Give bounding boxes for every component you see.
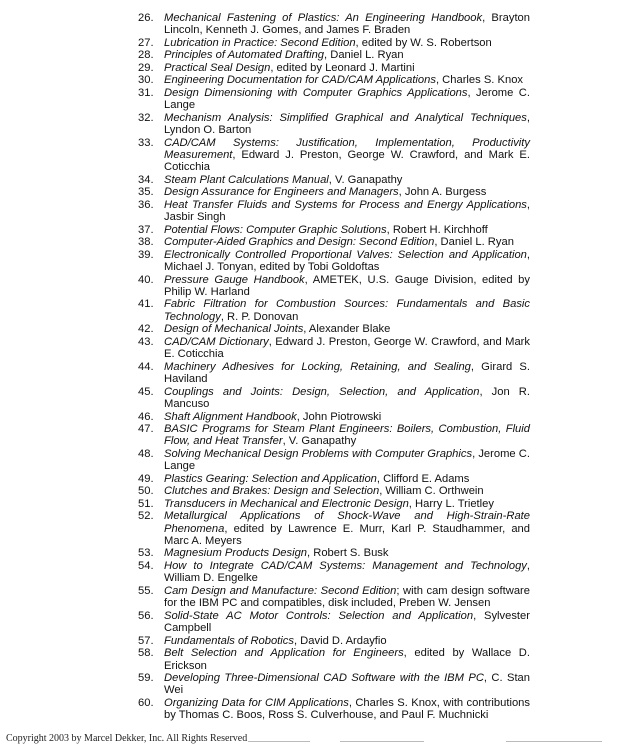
series-entry bbox=[0, 386, 638, 411]
entry-number: 39. bbox=[138, 248, 154, 261]
series-entry bbox=[0, 49, 638, 61]
entry-number: 53. bbox=[138, 547, 154, 560]
entry-number: 41. bbox=[138, 298, 154, 311]
entry-number: 46. bbox=[138, 410, 154, 423]
series-entry bbox=[0, 112, 638, 137]
entry-title: Computer-Aided Graphics and Design: Second Edition bbox=[164, 236, 435, 249]
entry-number: 29. bbox=[138, 61, 154, 74]
entry-title: Solid-State AC Motor Controls: Selection and Application bbox=[164, 609, 474, 622]
entry-authors: , Jon R. Mancuso bbox=[164, 385, 530, 411]
entry-title: Couplings and Joints: Design, Selection, and Application bbox=[164, 385, 480, 398]
entry-number: 37. bbox=[138, 223, 154, 236]
scan-artifact-line bbox=[248, 741, 310, 742]
entry-title: Steam Plant Calculations Manual bbox=[164, 173, 329, 186]
entry-authors: , John A. Burgess bbox=[398, 186, 487, 199]
entry-number: 49. bbox=[138, 472, 154, 485]
series-entry bbox=[0, 411, 638, 423]
entry-title: Design Dimensioning with Computer Graphics Applications bbox=[164, 86, 468, 99]
series-entry bbox=[0, 323, 638, 335]
series-entry bbox=[0, 635, 638, 647]
entry-title: Machinery Adhesives for Locking, Retaining, and Sealing bbox=[164, 360, 471, 373]
entry-authors: , C. Stan Wei bbox=[164, 672, 531, 697]
scan-artifact-line bbox=[506, 741, 602, 742]
entry-number: 60. bbox=[138, 696, 154, 709]
series-entry bbox=[0, 87, 638, 112]
entry-title: Practical Seal Design bbox=[164, 61, 271, 74]
entry-title: Plastics Gearing: Selection and Application bbox=[164, 472, 377, 485]
entry-authors: , R. P. Donovan bbox=[220, 310, 299, 323]
entry-number: 45. bbox=[138, 385, 154, 398]
entry-number: 57. bbox=[138, 634, 154, 647]
entry-number: 26. bbox=[138, 12, 154, 24]
entry-title: Electronically Controlled Proportional Valves: Selection and Application bbox=[164, 248, 527, 261]
entry-number: 52. bbox=[138, 510, 154, 523]
entry-authors: , Harry L. Trietley bbox=[408, 497, 494, 510]
entry-authors: , edited by Leonard J. Martini bbox=[270, 61, 415, 74]
series-entry bbox=[0, 224, 638, 236]
entry-authors: ; with cam design software for the IBM PC and compatibles, disk included, Preben W. Jensen bbox=[164, 584, 530, 610]
entry-number: 33. bbox=[138, 136, 154, 149]
series-entry bbox=[0, 585, 638, 610]
entry-authors: , Daniel L. Ryan bbox=[324, 49, 404, 62]
series-entry bbox=[0, 547, 638, 559]
series-entry bbox=[0, 672, 638, 697]
entry-number: 36. bbox=[138, 198, 154, 211]
entry-number: 38. bbox=[138, 236, 154, 249]
series-entry bbox=[0, 137, 638, 174]
entry-title: Belt Selection and Application for Engineers bbox=[164, 647, 404, 660]
series-entry bbox=[0, 361, 638, 386]
entry-authors: , V. Ganapathy bbox=[328, 173, 403, 186]
series-entry bbox=[0, 336, 638, 361]
series-entry bbox=[0, 448, 638, 473]
entry-title: Engineering Documentation for CAD/CAM Applications bbox=[164, 74, 436, 87]
entry-title: Potential Flows: Computer Graphic Solutions bbox=[164, 223, 387, 236]
entry-number: 51. bbox=[138, 497, 154, 510]
entry-number: 47. bbox=[138, 422, 154, 435]
entry-authors: , edited by Wallace D. Erickson bbox=[164, 647, 530, 672]
series-entry bbox=[0, 647, 638, 672]
entry-authors: , Girard S. Haviland bbox=[164, 360, 531, 386]
entry-number: 56. bbox=[138, 609, 154, 622]
series-entry bbox=[0, 12, 638, 37]
entry-authors: , V. Ganapathy bbox=[282, 435, 357, 448]
entry-authors: , Daniel L. Ryan bbox=[434, 236, 514, 249]
entry-number: 42. bbox=[138, 323, 154, 336]
entry-title: Magnesium Products Design bbox=[164, 547, 308, 560]
series-entry bbox=[0, 249, 638, 274]
entry-authors: , Robert S. Busk bbox=[307, 547, 389, 560]
series-entry bbox=[0, 510, 638, 547]
series-entry bbox=[0, 174, 638, 186]
entry-title: Lubrication in Practice: Second Edition bbox=[164, 36, 356, 49]
entry-authors: , Brayton Lincoln, Kenneth J. Gomes, and James F. Braden bbox=[164, 12, 530, 37]
entry-title: Clutches and Brakes: Design and Selection bbox=[164, 485, 380, 498]
series-entry bbox=[0, 236, 638, 248]
entry-authors: , Charles S. Knox bbox=[435, 74, 524, 87]
entry-number: 30. bbox=[138, 74, 154, 87]
entry-title: Pressure Gauge Handbook bbox=[164, 273, 305, 286]
series-entry bbox=[0, 423, 638, 448]
entry-title: Fabric Filtration for Combustion Sources: Fundamentals and Basic Technology bbox=[164, 298, 530, 323]
entry-authors: , Jerome C. Lange bbox=[164, 447, 530, 473]
series-entry bbox=[0, 473, 638, 485]
entry-title: Heat Transfer Fluids and Systems for Process and Energy Applications bbox=[164, 198, 527, 211]
series-entry bbox=[0, 560, 638, 585]
entry-title: Mechanism Analysis: Simplified Graphical and Analytical Techniques bbox=[164, 111, 527, 124]
series-entry bbox=[0, 697, 638, 722]
entry-authors: , Robert H. Kirchhoff bbox=[386, 223, 488, 236]
entry-title: Solving Mechanical Design Problems with Computer Graphics bbox=[164, 447, 473, 460]
entry-authors: , David D. Ardayfio bbox=[293, 634, 387, 647]
entry-authors: , Jerome C. Lange bbox=[164, 86, 530, 112]
entry-number: 31. bbox=[138, 86, 154, 99]
entry-number: 43. bbox=[138, 335, 154, 348]
entry-authors: , Michael J. Tonyan, edited by Tobi Goldoftas bbox=[164, 248, 530, 274]
entry-title: Fundamentals of Robotics bbox=[164, 634, 294, 647]
entry-number: 32. bbox=[138, 111, 154, 124]
entry-authors: , William C. Orthwein bbox=[379, 485, 484, 498]
entry-title: Organizing Data for CIM Applications bbox=[164, 696, 349, 709]
entry-title: Metallurgical Applications of Shock-Wave and High-Strain-Rate Phenomena bbox=[164, 510, 530, 535]
entry-authors: , edited by Lawrence E. Murr, Karl P. Staudhammer, and Marc A. Meyers bbox=[164, 522, 530, 548]
series-entry bbox=[0, 186, 638, 198]
entry-number: 28. bbox=[138, 49, 154, 62]
entry-authors: , Edward J. Preston, George W. Crawford, and Mark E. Coticchia bbox=[164, 148, 530, 174]
entry-title: CAD/CAM Dictionary bbox=[164, 335, 269, 348]
series-entry bbox=[0, 498, 638, 510]
entry-title: Design of Mechanical Joints bbox=[164, 323, 304, 336]
entry-title: Design Assurance for Engineers and Managers bbox=[164, 186, 399, 199]
entry-title: Developing Three-Dimensional CAD Software with the IBM PC bbox=[164, 672, 484, 685]
entry-authors: , Lyndon O. Barton bbox=[164, 111, 530, 137]
entry-number: 27. bbox=[138, 36, 154, 49]
series-entry bbox=[0, 37, 638, 49]
entry-number: 50. bbox=[138, 485, 154, 498]
entry-number: 54. bbox=[138, 559, 154, 572]
entry-title: CAD/CAM Systems: Justification, Implementation, Productivity Measurement bbox=[164, 136, 530, 161]
series-entry bbox=[0, 62, 638, 74]
book-series-list bbox=[0, 12, 638, 722]
entry-number: 40. bbox=[138, 273, 154, 286]
series-entry bbox=[0, 610, 638, 635]
series-entry bbox=[0, 485, 638, 497]
entry-number: 58. bbox=[138, 647, 154, 660]
entry-number: 35. bbox=[138, 186, 154, 199]
entry-authors: , AMETEK, U.S. Gauge Division, edited by Philip W. Harland bbox=[164, 273, 530, 298]
entry-number: 44. bbox=[138, 360, 154, 373]
scan-artifact-line bbox=[340, 741, 424, 742]
entry-authors: , Jasbir Singh bbox=[164, 198, 530, 224]
entry-authors: , William D. Engelke bbox=[164, 559, 530, 585]
entry-number: 34. bbox=[138, 173, 154, 186]
entry-authors: , Edward J. Preston, George W. Crawford, and Mark E. Coticchia bbox=[164, 335, 531, 361]
series-entry bbox=[0, 199, 638, 224]
entry-title: Cam Design and Manufacture: Second Edition bbox=[164, 584, 397, 597]
entry-number: 59. bbox=[138, 672, 154, 685]
entry-title: BASIC Programs for Steam Plant Engineers: Boilers, Combustion, Fluid Flow, and Heat Transfer bbox=[164, 422, 530, 448]
entry-authors: , Clifford E. Adams bbox=[376, 472, 470, 485]
copyright-footer: Copyright 2003 by Marcel Dekker, Inc. All Rights Reserved bbox=[6, 733, 248, 744]
entry-authors: , Sylvester Campbell bbox=[164, 609, 530, 635]
entry-title: Shaft Alignment Handbook bbox=[164, 410, 297, 423]
entry-title: How to Integrate CAD/CAM Systems: Management and Technology bbox=[164, 559, 527, 572]
entry-number: 48. bbox=[138, 447, 154, 460]
entry-title: Principles of Automated Drafting bbox=[164, 49, 325, 62]
series-entry bbox=[0, 274, 638, 299]
entry-authors: , edited by W. S. Robertson bbox=[355, 36, 492, 49]
entry-authors: , Charles S. Knox, with contributions by Thomas C. Boos, Ross S. Culverhouse, and Paul F. Muchnicki bbox=[164, 696, 530, 722]
entry-authors: , John Piotrowski bbox=[296, 410, 382, 423]
entry-authors: , Alexander Blake bbox=[303, 323, 391, 336]
entry-number: 55. bbox=[138, 584, 154, 597]
entry-title: Mechanical Fastening of Plastics: An Engineering Handbook bbox=[164, 12, 483, 24]
entry-title: Transducers in Mechanical and Electronic Design bbox=[164, 497, 409, 510]
series-entry bbox=[0, 74, 638, 86]
series-entry bbox=[0, 298, 638, 323]
